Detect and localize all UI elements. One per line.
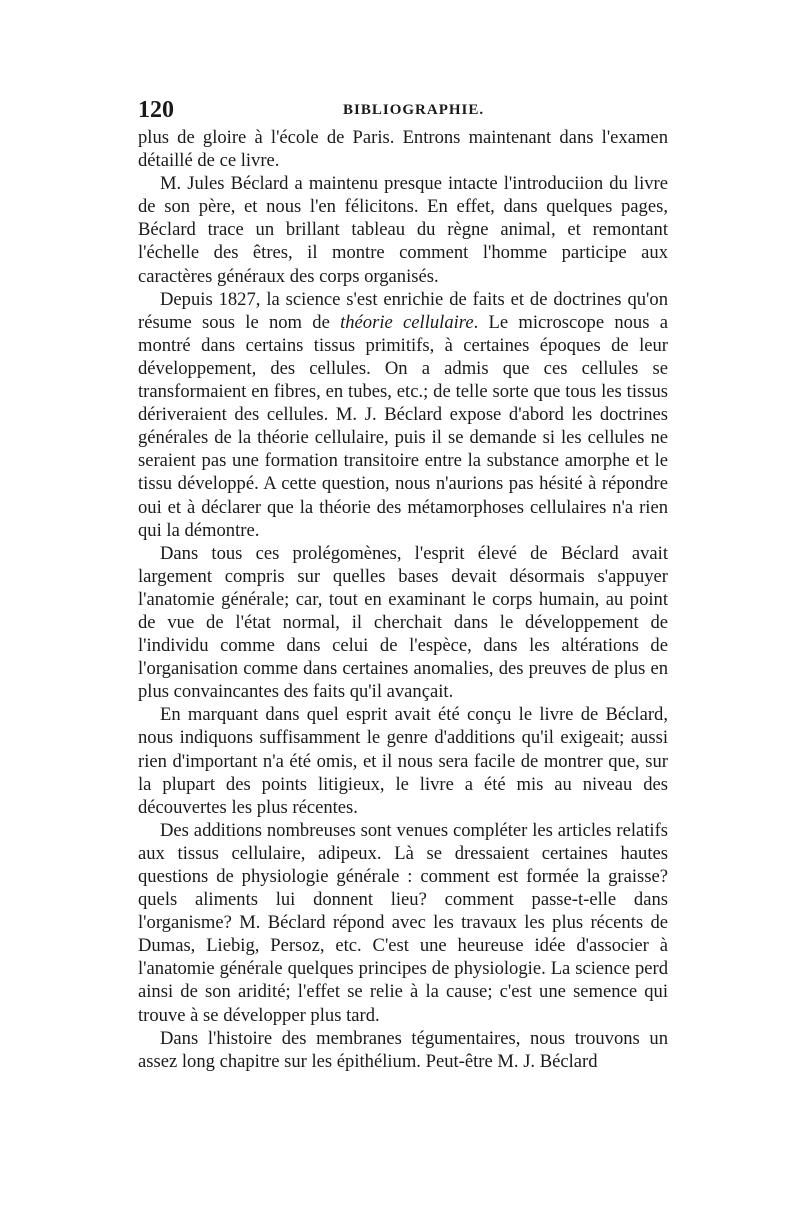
running-head: BIBLIOGRAPHIE. xyxy=(343,102,485,118)
page-number: 120 xyxy=(138,97,174,123)
theorie-cellulaire-term: théorie cellulaire xyxy=(340,311,474,333)
book-page xyxy=(138,96,668,1073)
paragraph-3-before: Depuis 1827, la science s'est enrichie de faits et de doctrines qu'on résume sous le nom de xyxy=(138,288,668,333)
body-text xyxy=(138,126,668,1073)
paragraph-6: Des additions nombreuses sont venues compléter les articles relatifs aux tissus cellulaire, adipeux. Là se dressaient certaines hautes questions de physiologie générale : comment est formée la graisse? quels aliments lui donnent lieu? comment passe-t-elle dans l'organisme? M. Béclard répond avec les travaux les plus récents de Dumas, Liebig, Persoz, etc. C'est une heureuse idée d'associer à l'anatomie générale quelques principes de physiologie. La science perd ainsi de son aridité; l'effet se relie à la cause; c'est une semence qui trouve à se développer plus tard. xyxy=(138,819,668,1026)
paragraph-1: plus de gloire à l'école de Paris. Entrons maintenant dans l'examen détaillé de ce livre. xyxy=(138,127,668,172)
paragraph-4: Dans tous ces prolégomènes, l'esprit élevé de Béclard avait largement compris sur quelles bases devait désormais s'appuyer l'anatomie générale; car, tout en examinant le corps humain, au point de vue de l'état normal, il cherchait dans le développement de l'individu comme dans celui de l'espèce, dans les altérations de l'organisation comme dans certaines anomalies, des preuves de plus en plus convaincantes des faits qu'il avançait. xyxy=(138,542,668,703)
paragraph-5: En marquant dans quel esprit avait été conçu le livre de Béclard, nous indiquons suffisamment le genre d'additions qu'il exigeait; aussi rien d'important n'a été omis, et il nous sera facile de montrer que, sur la plupart des points litigieux, le livre a été mis au niveau des découvertes les plus récentes. xyxy=(138,704,668,818)
paragraph-7: Dans l'histoire des membranes tégumentaires, nous trouvons un assez long chapitre sur les épithélium. Peut-être M. J. Béclard xyxy=(138,1027,668,1072)
page-header xyxy=(138,96,668,126)
paragraph-2: M. Jules Béclard a maintenu presque intacte l'introduciion du livre de son père, et nous l'en félicitons. En effet, dans quelques pages, Béclard trace un brillant tableau du règne animal, et remontant l'échelle des êtres, il montre comment l'homme participe aux caractères généraux des corps organisés. xyxy=(138,173,668,287)
paragraph-3-after: . Le microscope nous a montré dans certains tissus primitifs, à certaines époques de leur développement, des cellules. On a admis que ces cellules se transformaient en fibres, en tubes, etc.; de telle sorte que tous les tissus dériveraient des cellules. M. J. Béclard expose d'abord les doctrines générales de la théorie cellulaire, puis il se demande si les cellules ne seraient pas une formation transitoire entre la substance amorphe et le tissu développé. A cette question, nous n'aurions pas hésité à répondre oui et à déclarer que la théorie des métamorphoses cellulaires n'a rien qui la démontre. xyxy=(138,311,668,541)
paragraph-3 xyxy=(138,288,668,542)
